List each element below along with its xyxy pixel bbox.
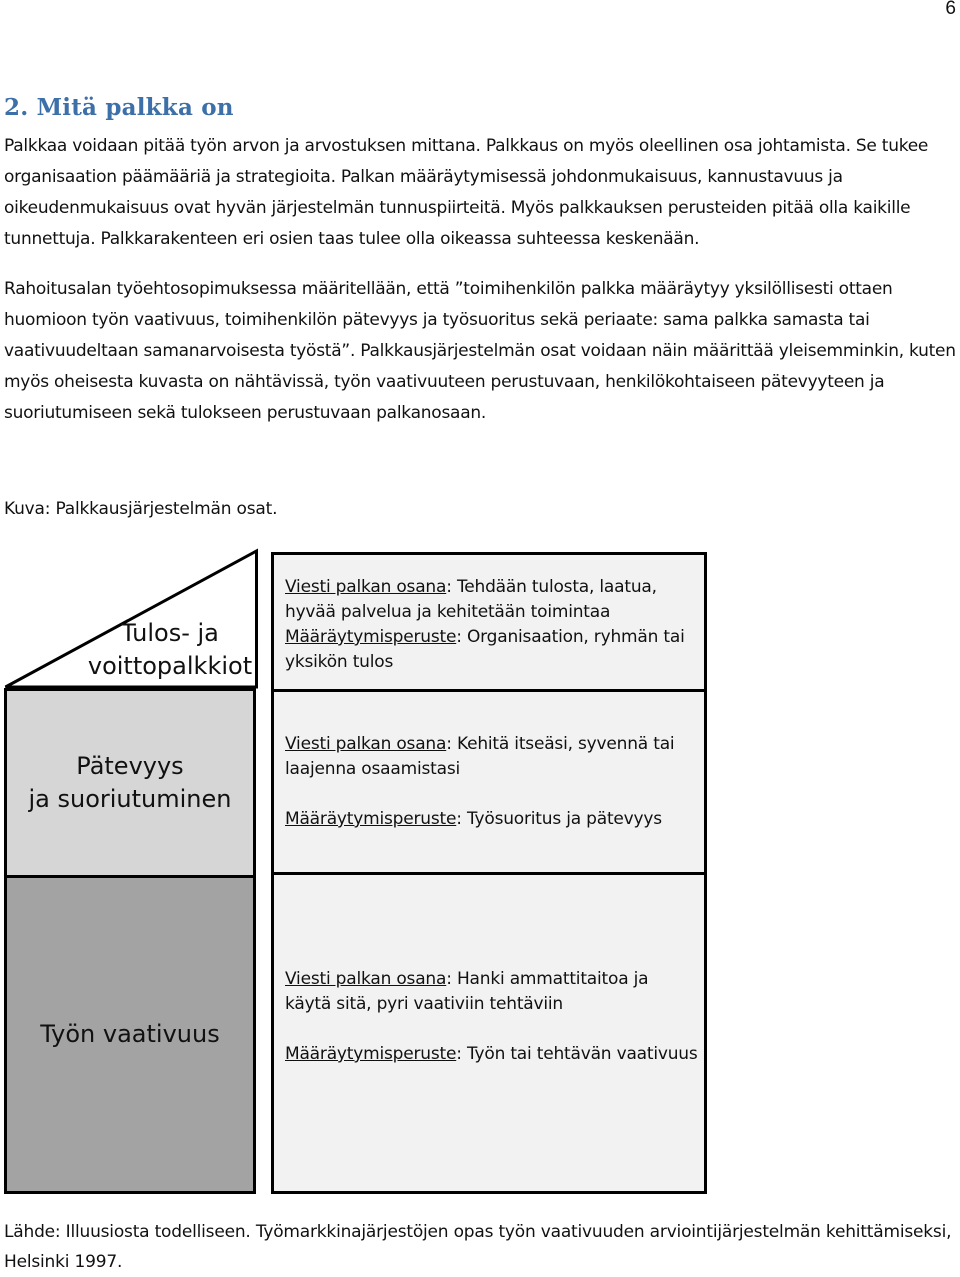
demands-peruste <box>285 1042 698 1067</box>
block-job-demands <box>4 876 256 1194</box>
demands-viesti <box>285 967 698 1017</box>
competence-viesti-text: : Kehitä itseäsi, syvennä tai laajenna osaamistasi <box>285 734 675 779</box>
description-results-text <box>285 575 698 675</box>
block-competence-line1: Pätevyys <box>76 752 184 780</box>
description-job-demands <box>274 875 704 1191</box>
viesti-label: Viesti palkan osana <box>285 969 447 989</box>
peruste-label: Määräytymisperuste <box>285 1044 457 1064</box>
block-competence-label <box>28 750 231 816</box>
triangle-label-line1: Tulos- ja <box>121 619 219 647</box>
results-peruste-text: : Organisaation, ryhmän tai yksikön tulos <box>285 627 685 672</box>
competence-viesti <box>285 732 698 782</box>
page-number: 6 <box>945 0 956 19</box>
source-note: Lähde: Illuusiosta todelliseen. Työmarkkinajärjestöjen opas työn vaativuuden arviointijärjestelmän kehittämiseksi, Helsinki 1997. <box>4 1222 952 1272</box>
block-competence <box>4 688 256 878</box>
demands-peruste-text: : Työn tai tehtävän vaativuus <box>456 1044 698 1064</box>
figure-caption: Kuva: Palkkausjärjestelmän osat. <box>4 499 278 519</box>
paragraph-collective-agreement: Rahoitusalan työehtosopimuksessa määritellään, että ”toimihenkilön palkka määräytyy yksilöllisesti ottaen huomioon työn vaativuus, toimihenkilön pätevyys ja työsuoritus sekä periaate: sama palkka samasta tai vaativuudeltaan samanarvoisesta työstä”. Palkkausjärjestelmän osat voidaan näin määrittää yleisemminkin, kuten myös oheisesta kuvasta on nähtävissä, työn vaativuuteen perustuvaan, henkilökohtaiseen pätevyyteen ja suoriutumiseen sekä tulokseen perustuvaan palkanosaan. <box>4 279 956 423</box>
peruste-label: Määräytymisperuste <box>285 627 457 647</box>
section-heading: 2. Mitä palkka on <box>4 94 234 121</box>
figure-description-panel <box>271 552 707 1194</box>
description-results <box>274 555 704 692</box>
competence-peruste-text: : Työsuoritus ja pätevyys <box>456 809 662 829</box>
block-competence-line2: ja suoriutuminen <box>28 785 232 813</box>
block-job-demands-label <box>40 1018 219 1051</box>
demands-viesti-text: : Hanki ammattitaitoa ja käytä sitä, pyri vaativiin tehtäviin <box>285 969 649 1014</box>
competence-peruste <box>285 807 698 832</box>
viesti-label: Viesti palkan osana <box>285 577 447 597</box>
peruste-label: Määräytymisperuste <box>285 809 457 829</box>
paragraph-intro: Palkkaa voidaan pitää työn arvon ja arvostuksen mittana. Palkkaus on myös oleellinen osa johtamista. Se tukee organisaation päämääriä ja strategioita. Palkan määräytymisessä johdonmukaisuus, kannustavuus ja oikeudenmukaisuus ovat hyvän järjestelmän tunnuspiirteitä. Myös palkkauksen perusteiden pitää olla kaikille tunnettuja. Palkkarakenteen eri osien taas tulee olla oikeassa suhteessa keskenään. <box>4 136 929 249</box>
triangle-label-line2: voittopalkkiot <box>87 652 253 680</box>
description-competence <box>274 692 704 875</box>
viesti-label: Viesti palkan osana <box>285 734 447 754</box>
triangle-label <box>60 617 280 683</box>
results-viesti-text: : Tehdään tulosta, laatua, hyvää palvelua ja kehitetään toimintaa <box>285 577 657 622</box>
block-job-demands-text: Työn vaativuus <box>40 1020 220 1048</box>
